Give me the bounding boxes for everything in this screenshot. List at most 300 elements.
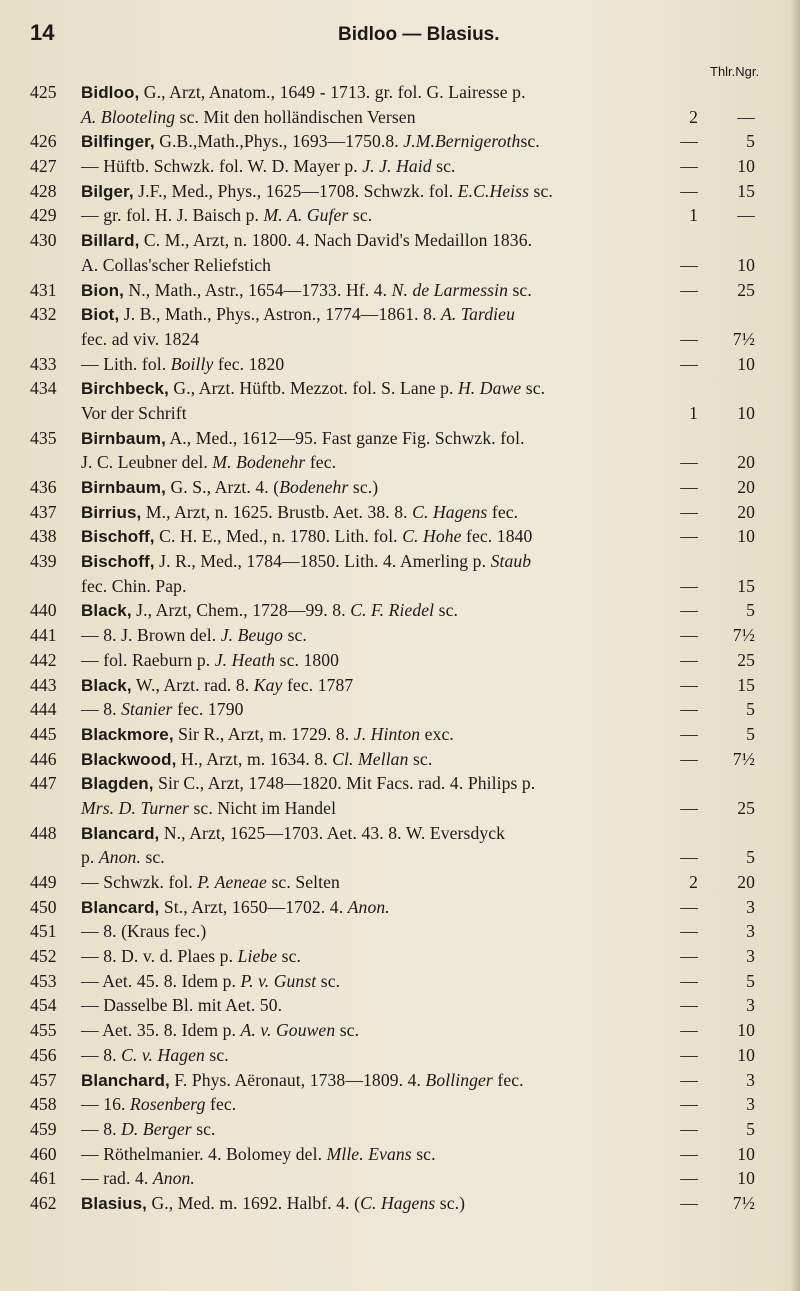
entry-line	[30, 278, 770, 303]
artist-name: C. Hohe	[402, 526, 462, 547]
entry-line	[30, 129, 770, 154]
catalog-entry	[30, 1043, 770, 1068]
catalog-entry	[30, 1092, 770, 1117]
entry-segment: sc.	[520, 131, 540, 152]
price-thaler: —	[680, 649, 698, 670]
entry-line	[30, 722, 770, 747]
person-name: Birrius,	[81, 502, 142, 522]
entry-segment: — 8.	[81, 699, 122, 720]
price-groschen: 3	[746, 896, 755, 917]
entry-segment: sc.	[408, 748, 433, 769]
catalog-entry	[30, 895, 770, 920]
entry-number: 446	[30, 748, 57, 769]
entry-segment: M., Arzt, n. 1625. Brustb. Aet. 38. 8.	[141, 501, 413, 522]
entry-line	[30, 623, 770, 648]
catalog-entry	[30, 376, 770, 425]
catalog-entry	[30, 524, 770, 549]
price-thaler: —	[680, 254, 698, 275]
price-thaler: —	[680, 1118, 698, 1139]
price-thaler: —	[680, 452, 698, 473]
entry-text	[81, 401, 187, 426]
catalog-entry	[30, 722, 770, 747]
entry-line	[30, 1018, 770, 1043]
running-head: Bidloo — Blasius.	[338, 24, 500, 45]
price-thaler: —	[680, 279, 698, 300]
price-thaler: 1	[689, 402, 698, 423]
page-header	[30, 16, 790, 56]
entry-segment: sc.	[277, 946, 302, 967]
person-name: Birnbaum,	[81, 478, 166, 497]
artist-name: Boilly	[170, 353, 214, 374]
price-thaler: —	[680, 575, 698, 596]
price-thaler: —	[680, 1094, 698, 1115]
artist-name: Anon.	[347, 896, 390, 917]
person-name: Blancard,	[81, 897, 160, 917]
artist-name: P. Aeneae	[197, 872, 267, 892]
person-name: Billard,	[81, 231, 140, 251]
entry-line	[30, 1092, 770, 1117]
person-name: Blagden,	[81, 774, 154, 794]
entry-number: 441	[30, 625, 57, 646]
price-thaler: —	[680, 180, 698, 201]
artist-name: E.C.Heiss	[457, 180, 530, 201]
entry-line	[30, 697, 770, 722]
catalog-entry	[30, 648, 770, 673]
entry-text	[81, 1068, 524, 1094]
artist-name: Bollinger	[425, 1069, 493, 1090]
catalog-entry	[30, 870, 770, 895]
entry-segment: G., Med. m. 1692. Halbf. 4. (	[147, 1192, 361, 1213]
page-edge-shadow	[790, 0, 800, 1291]
entry-text	[81, 1166, 195, 1191]
price-groschen: 5	[746, 970, 755, 991]
price-groschen: 5	[746, 600, 755, 621]
entry-line	[30, 524, 770, 549]
entry-number: 426	[30, 131, 57, 152]
artist-name: Mlle. Evans	[326, 1143, 412, 1164]
entry-segment: — Schwzk. fol.	[81, 872, 198, 892]
artist-name: J. J. Haid	[362, 156, 432, 177]
price-groschen: 10	[737, 526, 755, 547]
entry-line	[30, 475, 770, 500]
entry-segment: — 8. D. v. d. Plaes p.	[81, 946, 238, 967]
entry-number: 427	[30, 156, 57, 177]
entry-segment: — Dasselbe Bl. mit Aet. 50.	[81, 995, 283, 1016]
entry-text	[81, 969, 340, 994]
entry-line	[30, 1043, 770, 1068]
price-groschen: —	[737, 205, 755, 226]
price-groschen: 25	[737, 649, 755, 670]
entry-text	[81, 203, 372, 228]
price-groschen: 10	[737, 1168, 755, 1189]
entry-number: 436	[30, 477, 57, 497]
price-thaler: —	[680, 1020, 698, 1041]
price-thaler: —	[680, 1168, 698, 1189]
entry-text	[81, 302, 515, 328]
entry-segment: sc.	[434, 600, 459, 621]
price-thaler: —	[680, 328, 698, 349]
price-thaler: —	[680, 131, 698, 152]
catalog-entry	[30, 944, 770, 969]
entry-line	[30, 1142, 770, 1167]
price-groschen: 15	[737, 575, 755, 596]
entry-number: 434	[30, 378, 57, 399]
entry-segment: fec. Chin. Pap.	[81, 575, 187, 596]
entry-number: 433	[30, 353, 57, 374]
entry-segment: sc. 1800	[275, 649, 340, 670]
entry-number: 429	[30, 205, 57, 226]
price-groschen: —	[737, 106, 755, 127]
entry-number: 456	[30, 1044, 57, 1065]
entry-segment: fec. 1787	[282, 674, 354, 695]
entry-line	[30, 969, 770, 994]
entry-segment: C. M., Arzt, n. 1800. 4. Nach David's Medaillon 1836.	[139, 230, 533, 251]
price-thaler: —	[680, 723, 698, 744]
artist-name: Cl. Mellan	[332, 748, 409, 769]
price-groschen: 20	[737, 452, 755, 473]
catalog-entry	[30, 228, 770, 277]
entry-segment: J. R., Med., 1784—1850. Lith. 4. Amerling p.	[154, 551, 491, 572]
person-name: Bidloo,	[81, 83, 140, 102]
catalog-entries	[30, 80, 770, 1216]
price-thaler: —	[680, 1192, 698, 1213]
person-name: Bilfinger,	[81, 132, 155, 152]
catalog-entry	[30, 426, 770, 475]
artist-name: Anon.	[98, 847, 141, 868]
entry-line	[30, 327, 770, 352]
entry-segment: sc.	[335, 1020, 360, 1041]
catalog-entry	[30, 203, 770, 228]
entry-segment: Sir C., Arzt, 1748—1820. Mit Facs. rad. 4. Philips p.	[153, 773, 536, 794]
artist-name: A. v. Gouwen	[240, 1020, 336, 1041]
price-thaler: —	[680, 625, 698, 646]
entry-segment: G.B.,Math.,Phys., 1693—1750.8.	[154, 131, 404, 152]
price-thaler: —	[680, 748, 698, 769]
entry-segment: sc.	[204, 1044, 229, 1065]
entry-text	[81, 500, 518, 526]
entry-text	[81, 845, 165, 870]
entry-line	[30, 598, 770, 623]
entry-line	[30, 821, 770, 846]
catalog-entry	[30, 352, 770, 377]
entry-line	[30, 450, 770, 475]
person-name: Birnbaum,	[81, 428, 166, 448]
entry-segment: fec.	[305, 452, 337, 473]
price-groschen: 3	[746, 1094, 755, 1115]
entry-line	[30, 648, 770, 673]
entry-line	[30, 154, 770, 179]
artist-name: P. v. Gunst	[240, 970, 317, 991]
entry-line	[30, 993, 770, 1018]
entry-text	[81, 253, 271, 278]
entry-line	[30, 1191, 770, 1216]
artist-name: D. Berger	[121, 1118, 192, 1139]
artist-name: H. Dawe	[458, 378, 522, 399]
entry-segment: fec.	[205, 1094, 237, 1115]
catalog-entry	[30, 1191, 770, 1216]
person-name: Blackwood,	[81, 749, 177, 769]
entry-segment: sc. Selten	[266, 872, 340, 892]
entry-line	[30, 426, 770, 451]
artist-name: J. Hinton	[353, 723, 421, 744]
artist-name: Mrs. D. Turner	[81, 797, 189, 818]
person-name: Blackmore,	[81, 724, 174, 744]
entry-text	[81, 1117, 216, 1142]
person-name: Bischoff,	[81, 552, 155, 572]
entry-line	[30, 747, 770, 772]
entry-text	[81, 648, 339, 673]
price-groschen: 3	[746, 1069, 755, 1090]
price-groschen: 20	[737, 872, 755, 892]
entry-line	[30, 80, 770, 105]
entry-number: 448	[30, 822, 57, 843]
entry-number: 431	[30, 279, 57, 300]
catalog-entry	[30, 179, 770, 204]
entry-number: 430	[30, 230, 57, 251]
price-groschen: 3	[746, 995, 755, 1016]
price-groschen: 10	[737, 353, 755, 374]
entry-number: 428	[30, 180, 57, 201]
catalog-entry	[30, 919, 770, 944]
price-thaler: —	[680, 946, 698, 967]
entry-segment: sc.	[411, 1143, 436, 1164]
entry-number: 454	[30, 995, 57, 1016]
entry-text	[81, 228, 532, 254]
entry-text	[81, 450, 336, 475]
entry-line	[30, 845, 770, 870]
person-name: Blasius,	[81, 1193, 147, 1213]
entry-number: 447	[30, 773, 57, 794]
entry-number: 453	[30, 970, 57, 991]
entry-segment: fec. 1790	[172, 699, 244, 720]
entry-segment: exc.	[420, 723, 454, 744]
entry-segment: — Röthelmanier. 4. Bolomey del.	[81, 1143, 327, 1164]
person-name: Blanchard,	[81, 1070, 170, 1090]
entry-text	[81, 105, 416, 130]
price-thaler: —	[680, 797, 698, 818]
price-groschen: 5	[746, 1118, 755, 1139]
catalog-entry	[30, 1117, 770, 1142]
entry-segment: — gr. fol. H. J. Baisch p.	[81, 205, 264, 226]
artist-name: J. Heath	[214, 649, 276, 670]
entry-text	[81, 598, 458, 624]
artist-name: J. Beugo	[220, 625, 284, 646]
catalog-entry	[30, 302, 770, 351]
price-groschen: 5	[746, 847, 755, 868]
price-groschen: 20	[737, 477, 755, 497]
entry-segment: J., Arzt, Chem., 1728—99. 8.	[131, 600, 351, 621]
entry-segment: A., Med., 1612—95. Fast ganze Fig. Schwzk. fol.	[165, 427, 525, 448]
entry-text	[81, 129, 540, 155]
entry-text	[81, 80, 526, 106]
entry-line	[30, 302, 770, 327]
catalog-entry	[30, 154, 770, 179]
entry-line	[30, 673, 770, 698]
entry-number: 451	[30, 921, 57, 942]
entry-segment: W., Arzt. rad. 8.	[131, 674, 254, 695]
catalog-entry	[30, 771, 770, 820]
entry-segment: G., Arzt, Anatom., 1649 - 1713. gr. fol. G. Lairesse p.	[139, 82, 526, 102]
person-name: Bilger,	[81, 181, 134, 201]
entry-segment: — 8. (Kraus fec.)	[81, 921, 207, 942]
person-name: Blancard,	[81, 823, 160, 843]
entry-number: 438	[30, 526, 57, 547]
entry-number: 458	[30, 1094, 57, 1115]
entry-segment: C. H. E., Med., n. 1780. Lith. fol.	[154, 526, 403, 547]
entry-segment: sc.	[316, 970, 341, 991]
entry-number: 450	[30, 896, 57, 917]
entry-segment: A. Collas'scher Reliefstich	[81, 254, 272, 275]
entry-line	[30, 771, 770, 796]
price-groschen: 20	[737, 501, 755, 522]
price-thaler: —	[680, 1044, 698, 1065]
artist-name: Bodenehr	[279, 477, 349, 497]
entry-segment: fec. 1820	[213, 353, 285, 374]
entry-text	[81, 475, 378, 501]
catalog-entry	[30, 80, 770, 129]
entry-text	[81, 944, 301, 969]
price-thaler: —	[680, 896, 698, 917]
entry-number: 459	[30, 1118, 57, 1139]
entry-text	[81, 895, 390, 921]
entry-line	[30, 796, 770, 821]
entry-segment: — Aet. 35. 8. Idem p.	[81, 1020, 241, 1041]
entry-text	[81, 673, 353, 699]
entry-segment: sc.)	[435, 1192, 466, 1213]
catalog-entry	[30, 1018, 770, 1043]
price-thaler: —	[680, 995, 698, 1016]
entry-number: 455	[30, 1020, 57, 1041]
entry-segment: p.	[81, 847, 99, 868]
artist-name: A. Tardieu	[440, 304, 515, 325]
catalog-entry	[30, 821, 770, 870]
price-thaler: —	[680, 600, 698, 621]
entry-line	[30, 549, 770, 574]
entry-line	[30, 500, 770, 525]
entry-text	[81, 1043, 229, 1068]
price-thaler: —	[680, 847, 698, 868]
price-thaler: —	[680, 526, 698, 547]
person-name: Black,	[81, 601, 132, 621]
entry-line	[30, 253, 770, 278]
catalog-entry	[30, 278, 770, 303]
entry-line	[30, 376, 770, 401]
catalog-entry	[30, 129, 770, 154]
entry-segment: N., Arzt, 1625—1703. Aet. 43. 8. W. Eversdyck	[159, 822, 506, 843]
entry-segment: sc. Mit den holländischen Versen	[175, 106, 416, 127]
entry-line	[30, 944, 770, 969]
entry-segment: fec.	[487, 501, 519, 522]
catalog-entry	[30, 475, 770, 500]
entry-text	[81, 524, 532, 550]
price-thaler: —	[680, 699, 698, 720]
price-groschen: 7½	[732, 625, 755, 646]
entry-number: 449	[30, 872, 57, 892]
entry-segment: sc.	[507, 279, 532, 300]
entry-text	[81, 919, 206, 944]
price-thaler: —	[680, 1069, 698, 1090]
entry-segment: Sir R., Arzt, m. 1729. 8.	[173, 723, 354, 744]
entry-segment: sc.)	[348, 477, 379, 497]
entry-line	[30, 1117, 770, 1142]
price-thaler: 2	[689, 106, 698, 127]
price-groschen: 25	[737, 797, 755, 818]
entry-line	[30, 895, 770, 920]
entry-segment: J. B., Math., Phys., Astron., 1774—1861. 8.	[119, 304, 441, 325]
catalog-entry	[30, 1166, 770, 1191]
entry-text	[81, 623, 307, 648]
entry-text	[81, 747, 432, 773]
entry-text	[81, 179, 553, 205]
entry-number: 440	[30, 600, 57, 621]
entry-text	[81, 376, 545, 402]
entry-segment: G., Arzt. Hüftb. Mezzot. fol. S. Lane p.	[168, 378, 458, 399]
price-groschen: 10	[737, 402, 755, 423]
entry-number: 457	[30, 1069, 57, 1090]
entry-number: 444	[30, 699, 57, 720]
price-groschen: 3	[746, 946, 755, 967]
entry-line	[30, 352, 770, 377]
artist-name: M. Bodenehr	[212, 452, 306, 473]
entry-segment: sc.	[529, 180, 553, 201]
price-groschen: 10	[737, 1044, 755, 1065]
entry-text	[81, 1018, 359, 1043]
entry-number: 461	[30, 1168, 57, 1189]
entry-line	[30, 228, 770, 253]
entry-text	[81, 722, 454, 748]
catalog-entry	[30, 747, 770, 772]
catalog-entry	[30, 697, 770, 722]
price-thaler: —	[680, 921, 698, 942]
entry-segment: fec. ad viv. 1824	[81, 328, 200, 349]
entry-number: 442	[30, 649, 57, 670]
catalog-entry	[30, 598, 770, 623]
entry-segment: sc.	[348, 205, 373, 226]
entry-number: 443	[30, 674, 57, 695]
price-thaler: —	[680, 477, 698, 497]
entry-text	[81, 549, 531, 575]
price-thaler: —	[680, 1143, 698, 1164]
entry-text	[81, 796, 336, 821]
person-name: Black,	[81, 675, 132, 695]
entry-segment: N., Math., Astr., 1654—1733. Hf. 4.	[124, 279, 392, 300]
entry-number: 460	[30, 1143, 57, 1164]
price-thaler: 2	[689, 872, 698, 892]
entry-text	[81, 278, 532, 304]
person-name: Bion,	[81, 280, 124, 300]
entry-text	[81, 870, 340, 895]
artist-name: M. A. Gufer	[263, 205, 349, 226]
catalog-entry	[30, 623, 770, 648]
entry-segment: sc.	[140, 847, 165, 868]
entry-line	[30, 105, 770, 130]
entry-line	[30, 1068, 770, 1093]
price-groschen: 15	[737, 674, 755, 695]
price-groschen: 25	[737, 279, 755, 300]
entry-text	[81, 1092, 236, 1117]
entry-segment: — rad. 4.	[81, 1168, 153, 1189]
price-thaler: —	[680, 674, 698, 695]
price-groschen: 10	[737, 156, 755, 177]
artist-name: Staub	[490, 551, 532, 572]
entry-text	[81, 993, 282, 1018]
catalog-entry	[30, 993, 770, 1018]
entry-segment: H., Arzt, m. 1634. 8.	[176, 748, 333, 769]
price-column-header: Thlr.Ngr.	[710, 64, 760, 79]
entry-text	[81, 426, 525, 452]
entry-text	[81, 352, 284, 377]
entry-line	[30, 919, 770, 944]
